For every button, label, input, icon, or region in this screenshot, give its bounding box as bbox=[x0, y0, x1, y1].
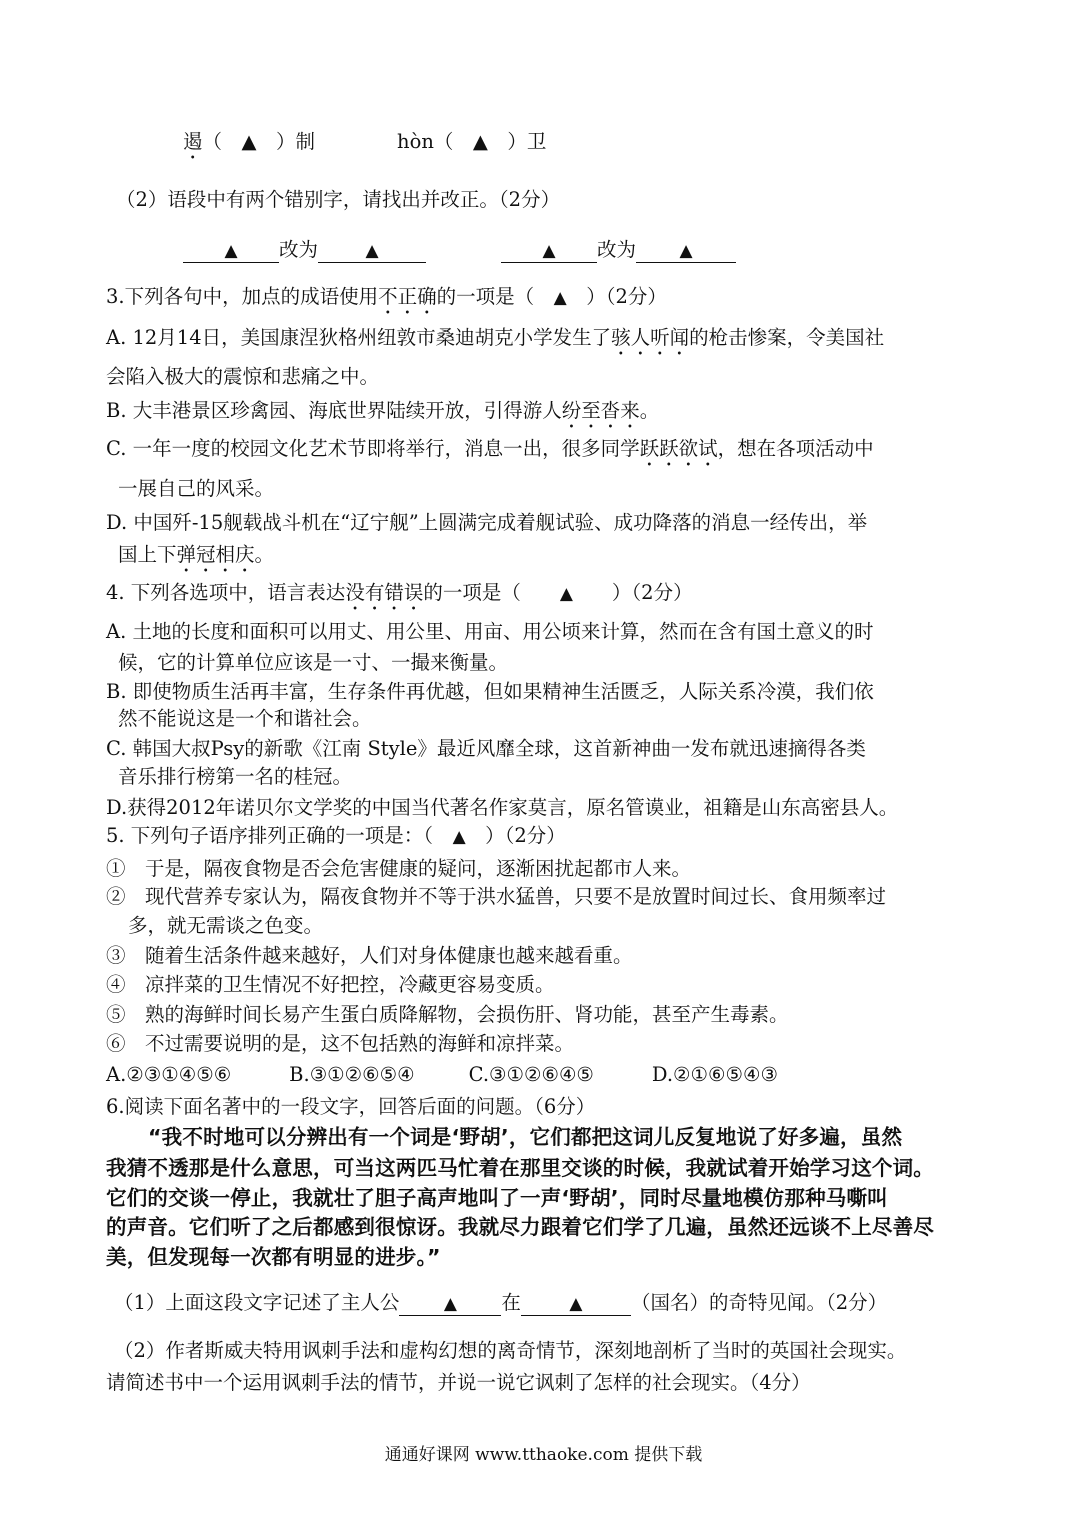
q6-stem: 6.阅读下面名著中的一段文字，回答后面的问题。（6分） bbox=[106, 1095, 596, 1118]
q3-option-d-line2 bbox=[118, 542, 274, 577]
typo-blank-3[interactable]: ▲ bbox=[501, 240, 597, 263]
q3-option-a-line2: 会陷入极大的震惊和悲痛之中。 bbox=[106, 365, 380, 388]
q3-stem-text-2: 的一项是（ bbox=[436, 285, 554, 308]
q4-option-b-line2: 然不能说这是一个和谐社会。 bbox=[118, 707, 372, 730]
q5-stem bbox=[106, 823, 566, 850]
q6-passage-line4: 的声音。它们听了之后都感到很惊讶。我就尽力跟着它们学了几遍，虽然还远谈不上尽善尽 bbox=[106, 1215, 934, 1239]
pinyin-hon: hòn bbox=[397, 130, 434, 153]
footer-credit: 通通好课网 www.tthaoke.com 提供下载 bbox=[384, 1445, 703, 1465]
q4-stem bbox=[106, 580, 693, 615]
change-to-label-1: 改为 bbox=[279, 238, 319, 261]
q3-option-c-line1 bbox=[106, 436, 874, 471]
q5-answer-mark[interactable]: ▲ bbox=[452, 827, 466, 847]
q5-sentence-2-line1: ② 现代营养专家认为，隔夜食物并不等于洪水猛兽，只要不是放置时间过长、食用频率过 bbox=[106, 885, 887, 908]
q2-sub2: （2）语段中有两个错别字，请找出并改正。（2分） bbox=[116, 188, 561, 211]
q5-sentence-3: ③ 随着生活条件越来越好，人们对身体健康也越来越看重。 bbox=[106, 944, 633, 967]
q5-sentence-2-line2: 多，就无需谈之色变。 bbox=[128, 914, 324, 937]
q3-option-d-line1: D. 中国歼-15舰载战斗机在“辽宁舰”上圆满完成着舰试验、成功降落的消息一经传出，举 bbox=[106, 511, 868, 534]
pinyin-char-e: 遏 bbox=[183, 130, 203, 153]
q3-b-text-2: 。 bbox=[639, 399, 660, 422]
protagonist-blank[interactable]: ▲ bbox=[399, 1293, 501, 1316]
q4-option-d: D.获得2012年诺贝尔文学奖的中国当代著名作家莫言，原名管谟业，祖籍是山东高密县人。 bbox=[106, 796, 899, 819]
q3-option-c-line2: 一展自己的风采。 bbox=[118, 477, 275, 500]
q4-stem-text-2: 的一项是（ bbox=[423, 581, 560, 604]
q5-options bbox=[106, 1062, 778, 1088]
q5-sentence-4: ④ 凉拌菜的卫生情况不好把控，冷藏更容易变质。 bbox=[106, 973, 555, 996]
q3-a-text-2: 的枪击惨案，令美国社 bbox=[689, 326, 885, 349]
q4-stem-emphasis: 没有错误 bbox=[345, 581, 424, 604]
q4-option-a-line2: 候，它的计算单位应该是一寸、一撮来衡量。 bbox=[118, 651, 509, 674]
q6-sub1 bbox=[114, 1290, 887, 1316]
q4-option-a-line1: A. 土地的长度和面积可以用丈、用公里、用亩、用公顷来计算，然而在含有国土意义的时 bbox=[106, 620, 874, 643]
q3-d-idiom: 弹冠相庆 bbox=[176, 543, 255, 566]
typo-blank-4[interactable]: ▲ bbox=[636, 240, 736, 263]
change-to-label-2: 改为 bbox=[597, 238, 637, 261]
q4-option-b-line1: B. 即使物质生活再丰富，生存条件再优越，但如果精神生活匮乏，人际关系冷漠，我们依 bbox=[106, 680, 874, 703]
q5-option-b[interactable]: B.③①②⑥⑤④ bbox=[289, 1063, 415, 1086]
q6-passage-line5: 美，但发现每一次都有明显的进步。” bbox=[106, 1245, 441, 1269]
q6-sub2-line1: （2）作者斯威夫特用讽刺手法和虚构幻想的离奇情节，深刻地剖析了当时的英国社会现实。 bbox=[114, 1339, 907, 1362]
q5-option-a[interactable]: A.②③①④⑤⑥ bbox=[106, 1063, 232, 1086]
q3-c-text-2: ，想在各项活动中 bbox=[717, 437, 874, 460]
q3-stem-score: ）（2分） bbox=[566, 285, 667, 308]
typo-blank-1[interactable]: ▲ bbox=[183, 240, 279, 263]
q5-option-d[interactable]: D.②①⑥⑤④③ bbox=[651, 1063, 778, 1086]
q3-d-text: 国上下 bbox=[118, 543, 177, 566]
pinyin-blank-b: （ ▲ ）卫 bbox=[433, 130, 547, 153]
q6-sub1-mid: 在 bbox=[501, 1291, 521, 1314]
q3-b-text: B. 大丰港景区珍禽园、海底世界陆续开放，引得游人 bbox=[106, 399, 562, 422]
q3-c-text: C. 一年一度的校园文化艺术节即将举行，消息一出，很多同学 bbox=[106, 437, 640, 460]
q3-a-text: A. 12月14日，美国康涅狄格州纽敦市桑迪胡克小学发生了 bbox=[106, 326, 612, 349]
q4-answer-mark[interactable]: ▲ bbox=[559, 584, 573, 604]
q3-stem-text: 3.下列各句中，加点的成语使用 bbox=[106, 285, 379, 308]
q3-option-b bbox=[106, 398, 659, 433]
q6-passage-line2: 我猜不透那是什么意思，可当这两匹马忙着在那里交谈的时候，我就试着开始学习这个词。 bbox=[106, 1156, 934, 1180]
q6-passage-line3: 它们的交谈一停止，我就壮了胆子高声地叫了一声‘野胡’，同时尽量地模仿那种马嘶叫 bbox=[106, 1186, 888, 1210]
pinyin-line bbox=[183, 129, 546, 164]
q3-d-text-2: 。 bbox=[254, 543, 275, 566]
q3-c-idiom: 跃跃欲试 bbox=[639, 437, 718, 460]
pinyin-blank-a: （ ▲ ）制 bbox=[202, 130, 316, 153]
q5-stem-score: ）（2分） bbox=[465, 824, 566, 847]
q5-stem-text: 5. 下列句子语序排列正确的一项是：（ bbox=[106, 824, 453, 847]
typo-blank-2[interactable]: ▲ bbox=[318, 240, 426, 263]
q3-answer-mark[interactable]: ▲ bbox=[553, 288, 567, 308]
q6-sub2-line2: 请简述书中一个运用讽刺手法的情节，并说一说它讽刺了怎样的社会现实。（4分） bbox=[106, 1371, 811, 1394]
q3-stem bbox=[106, 284, 667, 319]
q3-option-a-line1 bbox=[106, 325, 884, 360]
q4-stem-text: 4. 下列各选项中，语言表达 bbox=[106, 581, 346, 604]
q6-passage-line1: “我不时地可以分辨出有一个词是‘野胡’，它们都把这词儿反复地说了好多遍，虽然 bbox=[148, 1125, 903, 1149]
q5-option-c[interactable]: C.③①②⑥④⑤ bbox=[468, 1063, 594, 1086]
q4-option-c-line2: 音乐排行榜第一名的桂冠。 bbox=[118, 765, 353, 788]
q5-sentence-5: ⑤ 熟的海鲜时间长易产生蛋白质降解物，会损伤肝、肾功能，甚至产生毒素。 bbox=[106, 1003, 789, 1026]
q6-sub1-tail: （国名）的奇特见闻。（2分） bbox=[630, 1291, 888, 1314]
q4-option-c-line1: C. 韩国大叔Psy的新歌《江南 Style》最近风靡全球，这首新神曲一发布就迅速摘得各类 bbox=[106, 737, 866, 760]
q3-b-idiom: 纷至沓来 bbox=[561, 399, 640, 422]
q3-stem-emphasis: 不正确 bbox=[378, 285, 437, 308]
q5-sentence-1: ① 于是，隔夜食物是否会危害健康的疑问，逐渐困扰起都市人来。 bbox=[106, 857, 692, 880]
q3-a-idiom: 骇人听闻 bbox=[611, 326, 690, 349]
country-blank[interactable]: ▲ bbox=[521, 1293, 631, 1316]
typo-correction-line bbox=[183, 237, 736, 263]
q6-sub1-text: （1）上面这段文字记述了主人公 bbox=[114, 1291, 400, 1314]
q5-sentence-6: ⑥ 不过需要说明的是，这不包括熟的海鲜和凉拌菜。 bbox=[106, 1032, 575, 1055]
q4-stem-score: ）（2分） bbox=[572, 581, 693, 604]
